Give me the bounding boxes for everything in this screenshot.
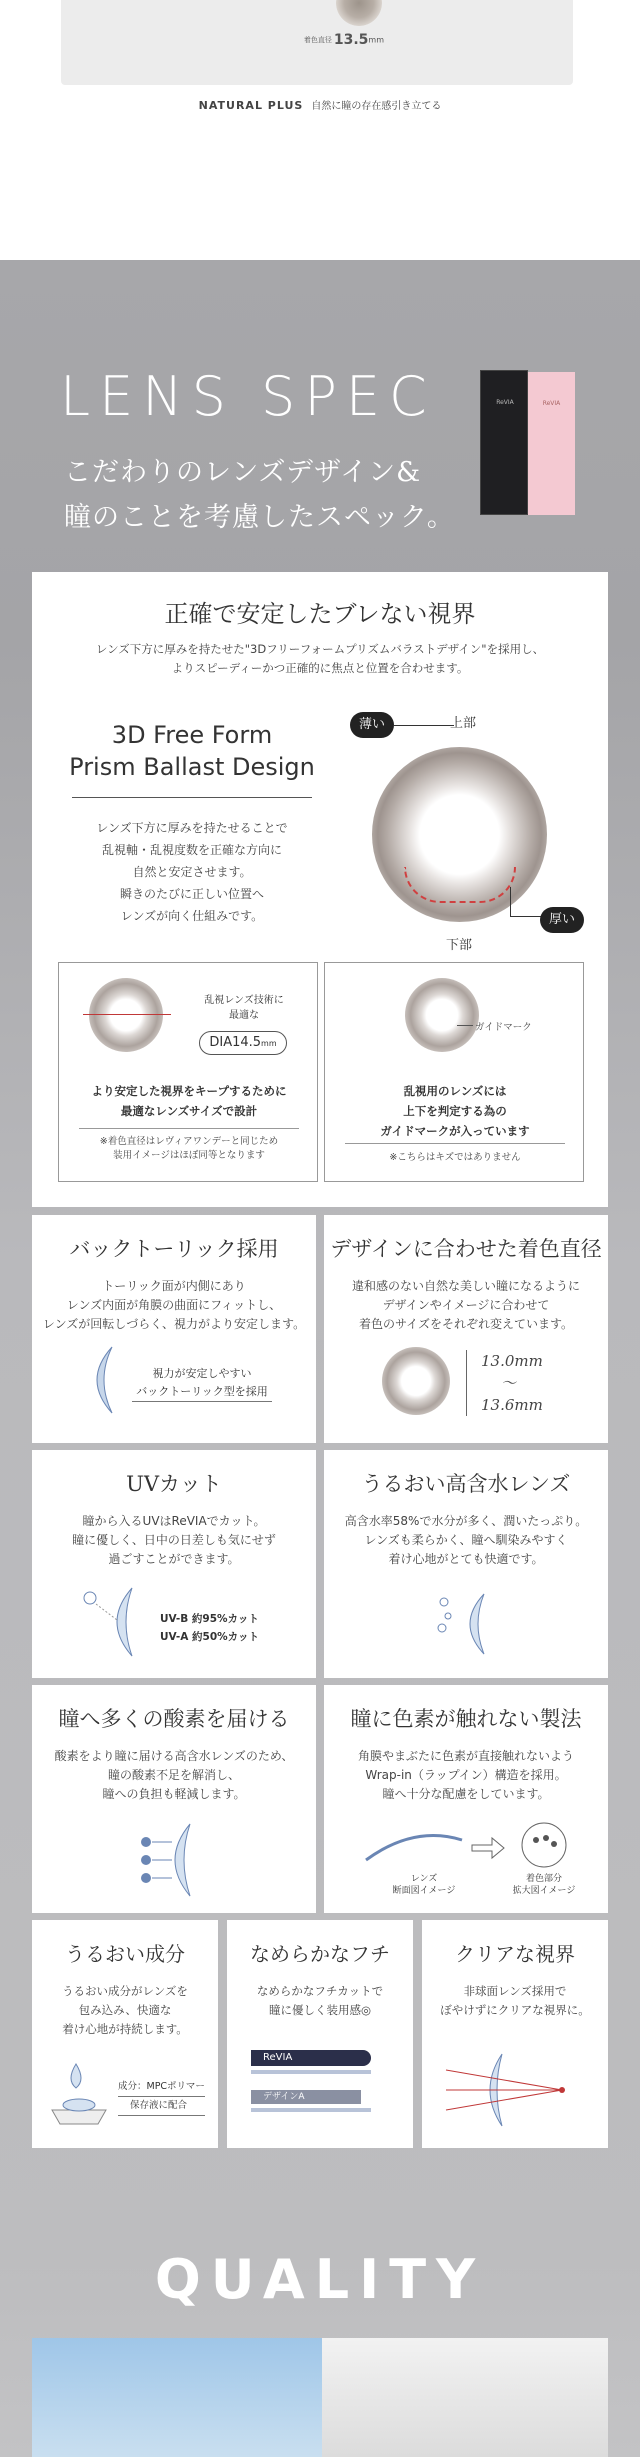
feature-desc bbox=[32, 1747, 316, 1804]
feature-desc bbox=[422, 1982, 608, 2020]
feature-color-diameter bbox=[324, 1215, 608, 1443]
tag-line: 視力が安定しやすい bbox=[152, 1367, 252, 1380]
desc-line: 瞳へ十分な配慮をしています。 bbox=[382, 1787, 550, 1801]
feature-title: クリアな視界 bbox=[455, 1942, 575, 1966]
lab-photo bbox=[322, 2338, 608, 2457]
desc-line: 瞳の酸素不足を解消し、 bbox=[107, 1768, 240, 1782]
feature-desc bbox=[32, 1982, 218, 2039]
feature-desc bbox=[32, 1512, 316, 1569]
feature-desc bbox=[32, 1277, 316, 1334]
diameter-readout bbox=[284, 32, 384, 48]
top-label: 上部 bbox=[450, 716, 477, 731]
uva-rate: UV-A 約50%カット bbox=[160, 1631, 260, 1643]
size-min: 13.0mm bbox=[481, 1352, 543, 1370]
lens-image bbox=[89, 978, 163, 1052]
design-name-line: Prism Ballast Design bbox=[69, 753, 315, 781]
feature-title: うるおい高含水レンズ bbox=[361, 1472, 571, 1496]
feature-smooth-edge bbox=[227, 1920, 413, 2148]
edge-line bbox=[251, 2108, 371, 2112]
product-caption bbox=[0, 97, 640, 112]
sun-lens-icon bbox=[72, 1580, 152, 1660]
size-tilde: 〜 bbox=[501, 1374, 517, 1392]
product-box-pink bbox=[528, 372, 575, 515]
caption-line: 拡大図イメージ bbox=[512, 1886, 576, 1896]
diameter-label: 着色直径 bbox=[303, 36, 332, 44]
lens-image bbox=[382, 1347, 450, 1415]
diameter-unit: mm bbox=[368, 35, 384, 45]
bold-line: より安定した視界をキープするために bbox=[91, 1084, 287, 1098]
panel-desc bbox=[32, 640, 608, 678]
desc-line: 過ごすことができます。 bbox=[108, 1552, 240, 1566]
dia-badge bbox=[199, 1031, 287, 1055]
feature-desc bbox=[324, 1512, 608, 1569]
product-desc: 自然に瞳の存在感引き立てる bbox=[311, 101, 442, 112]
feature-back-toric bbox=[32, 1215, 316, 1443]
uv-rates bbox=[160, 1610, 259, 1646]
feature-uv-cut bbox=[32, 1450, 316, 1678]
feature-title: なめらかなフチ bbox=[250, 1942, 390, 1966]
caption-section bbox=[384, 1873, 464, 1897]
design-desc-line: 瞬きのたびに正しい位置へ bbox=[119, 887, 264, 901]
box-brand-pink: ReVIA bbox=[542, 400, 561, 407]
revia-edge-bar: ReVIA bbox=[251, 2050, 371, 2066]
design-desc-line: 乱視軸・乱視度数を正確な方向に bbox=[101, 843, 282, 857]
diameter-value: 13.5 bbox=[333, 32, 369, 48]
feature-oxygen bbox=[32, 1685, 316, 1913]
side-text-line: 最適な bbox=[229, 1010, 259, 1021]
product-box-black bbox=[480, 370, 528, 515]
desc-line: トーリック面が内側にあり bbox=[102, 1279, 246, 1293]
spec-title: LENS SPEC bbox=[60, 365, 436, 428]
desc-line: Wrap-in（ラップイン）構造を採用。 bbox=[365, 1768, 567, 1782]
design-a-edge-bar: デザインA bbox=[251, 2090, 361, 2104]
guide-note: ※こちらはキズではありません bbox=[389, 1152, 521, 1163]
guide-bold-text bbox=[325, 1081, 585, 1141]
desc-line: 着け心地が持続します。 bbox=[62, 2022, 188, 2036]
pointer-line bbox=[394, 725, 454, 726]
design-desc-line: 自然と安定させます。 bbox=[132, 865, 252, 879]
desc-line: なめらかなフチカットで bbox=[256, 1984, 384, 1998]
dia-unit: mm bbox=[261, 1039, 277, 1048]
desc-line: 違和感のない自然な美しい瞳になるように bbox=[351, 1279, 580, 1293]
bold-line: ガイドマークが入っています bbox=[380, 1124, 530, 1138]
drop-case-icon bbox=[46, 2060, 116, 2130]
note-line: ※着色直径はレヴィアワンデーと同じため bbox=[99, 1136, 279, 1147]
desc-line: 着け心地がとても快適です。 bbox=[388, 1552, 544, 1566]
design-name bbox=[52, 719, 332, 783]
divider bbox=[72, 797, 312, 798]
caption-line: レンズ bbox=[410, 1874, 438, 1884]
desc-line: 瞳から入るUVはReVIAでカット。 bbox=[82, 1514, 266, 1528]
design-desc-line: レンズが向く仕組みです。 bbox=[120, 909, 264, 923]
bottom-label: 下部 bbox=[446, 938, 473, 953]
divider bbox=[79, 1128, 299, 1129]
thick-badge: 厚い bbox=[540, 907, 584, 933]
lens-image bbox=[405, 978, 479, 1052]
tag-line: バックトーリック型を採用 bbox=[132, 1383, 272, 1402]
desc-line: デザインやイメージに合わせて bbox=[382, 1298, 550, 1312]
feature-clear-vision bbox=[422, 1920, 608, 2148]
desc-line: 非球面レンズ採用で bbox=[463, 1984, 567, 1998]
desc-line: 高含水率58%で水分が多く、潤いたっぷり。 bbox=[344, 1514, 588, 1528]
desc-line: 瞳に優しく、日中の日差しも気にせず bbox=[72, 1533, 276, 1547]
guide-mark-box bbox=[324, 962, 584, 1182]
spec-subtitle-line2: 瞳のことを考慮したスペック。 bbox=[64, 502, 455, 533]
size-range bbox=[466, 1350, 543, 1416]
lens-size-box bbox=[58, 962, 318, 1182]
panel-desc-line: よりスピーディーかつ正確的に焦点と位置を合わせます。 bbox=[171, 661, 469, 675]
caption-line: 着色部分 bbox=[525, 1874, 562, 1884]
bold-line: 上下を判定する為の bbox=[403, 1104, 507, 1118]
panel-desc-line: レンズ下方に厚みを持たせた"3Dフリーフォームプリズムバラストデザイン"を採用し、 bbox=[95, 642, 545, 656]
desc-line: 瞳への負担も軽減します。 bbox=[102, 1787, 246, 1801]
stable-vision-panel bbox=[32, 572, 608, 1207]
bold-line: 乱視用のレンズには bbox=[403, 1084, 507, 1098]
design-name-line: 3D Free Form bbox=[111, 721, 273, 749]
divider bbox=[345, 1143, 565, 1144]
lens-card bbox=[61, 0, 573, 85]
quality-title: QUALITY bbox=[154, 2248, 486, 2311]
dia-value: DIA14.5 bbox=[209, 1035, 262, 1050]
desc-line: レンズも柔らかく、瞳へ馴染みやすく bbox=[364, 1533, 568, 1547]
feature-title: 瞳へ多くの酸素を届ける bbox=[58, 1707, 290, 1731]
lens-spec-section bbox=[0, 260, 640, 2457]
size-max: 13.6mm bbox=[481, 1396, 543, 1414]
design-desc-line: レンズ下方に厚みを持たせることで bbox=[96, 821, 288, 835]
feature-title: デザインに合わせた着色直径 bbox=[330, 1237, 602, 1261]
feature-desc bbox=[324, 1747, 608, 1804]
product-name: NATURAL PLUS bbox=[198, 99, 304, 112]
water-lens-icon bbox=[434, 1590, 504, 1660]
note-line: 装用イメージはほぼ同等となります bbox=[113, 1150, 265, 1161]
desc-line: 瞳に優しく装用感◎ bbox=[268, 2003, 372, 2017]
building-photo bbox=[32, 2338, 322, 2457]
spec-subtitle-line1: こだわりのレンズデザイン& bbox=[64, 457, 422, 488]
spec-subtitle bbox=[64, 450, 455, 540]
feature-tag bbox=[132, 1365, 272, 1402]
oxygen-lens-icon bbox=[132, 1820, 222, 1900]
panel-title: 正確で安定したブレない視界 bbox=[164, 600, 476, 628]
design-desc bbox=[52, 817, 332, 927]
caption-line: 断面図イメージ bbox=[392, 1886, 456, 1896]
edge-line bbox=[251, 2070, 371, 2074]
desc-line: レンズ内面が角膜の曲面にフィットし、 bbox=[66, 1298, 282, 1312]
pointer-line bbox=[457, 1025, 473, 1026]
ingredient-tag bbox=[118, 2078, 205, 2116]
feature-desc bbox=[227, 1982, 413, 2020]
desc-line: 着色のサイズをそれぞれ変えています。 bbox=[358, 1317, 574, 1331]
size-bold-text bbox=[59, 1081, 319, 1121]
feature-title: バックトーリック採用 bbox=[69, 1237, 279, 1261]
lens-profile-icon bbox=[82, 1345, 122, 1415]
width-arrow bbox=[83, 1014, 171, 1015]
feature-desc bbox=[324, 1277, 608, 1334]
size-note bbox=[59, 1135, 319, 1163]
caption-enlarged bbox=[504, 1873, 584, 1897]
uvb-rate: UV-B 約95%カット bbox=[160, 1613, 259, 1625]
tag-line: 成分：MPCポリマー bbox=[118, 2078, 205, 2097]
feature-high-water bbox=[324, 1450, 608, 1678]
desc-line: 角膜やまぶたに色素が直接触れないよう bbox=[357, 1749, 574, 1763]
box-brand-black: ReVIA bbox=[496, 399, 514, 406]
focus-lens-icon bbox=[442, 2050, 592, 2130]
feature-wrap-in bbox=[324, 1685, 608, 1913]
desc-line: 酸素をより瞳に届ける高含水レンズのため、 bbox=[54, 1749, 294, 1763]
size-side-text bbox=[189, 993, 299, 1023]
feature-title: UVカット bbox=[126, 1472, 222, 1496]
desc-line: 包み込み、快適な bbox=[78, 2003, 172, 2017]
side-text-line: 乱視レンズ技術に bbox=[204, 995, 284, 1006]
feature-moisture bbox=[32, 1920, 218, 2148]
guide-mark-label: ガイドマーク bbox=[475, 1022, 532, 1033]
desc-line: うるおい成分がレンズを bbox=[62, 1984, 188, 1998]
feature-title: うるおい成分 bbox=[65, 1942, 185, 1966]
desc-line: ぼやけずにクリアな視界に。 bbox=[440, 2003, 590, 2017]
desc-line: レンズが回転しづらく、視力がより安定します。 bbox=[42, 1317, 306, 1331]
cross-section-icon bbox=[364, 1820, 574, 1870]
bold-line: 最適なレンズサイズで設計 bbox=[120, 1104, 258, 1118]
lens-image bbox=[336, 0, 382, 26]
feature-title: 瞳に色素が触れない製法 bbox=[350, 1707, 582, 1731]
top-section bbox=[0, 0, 640, 260]
thin-badge: 薄い bbox=[350, 712, 394, 738]
tag-line: 保存液に配合 bbox=[118, 2097, 205, 2116]
